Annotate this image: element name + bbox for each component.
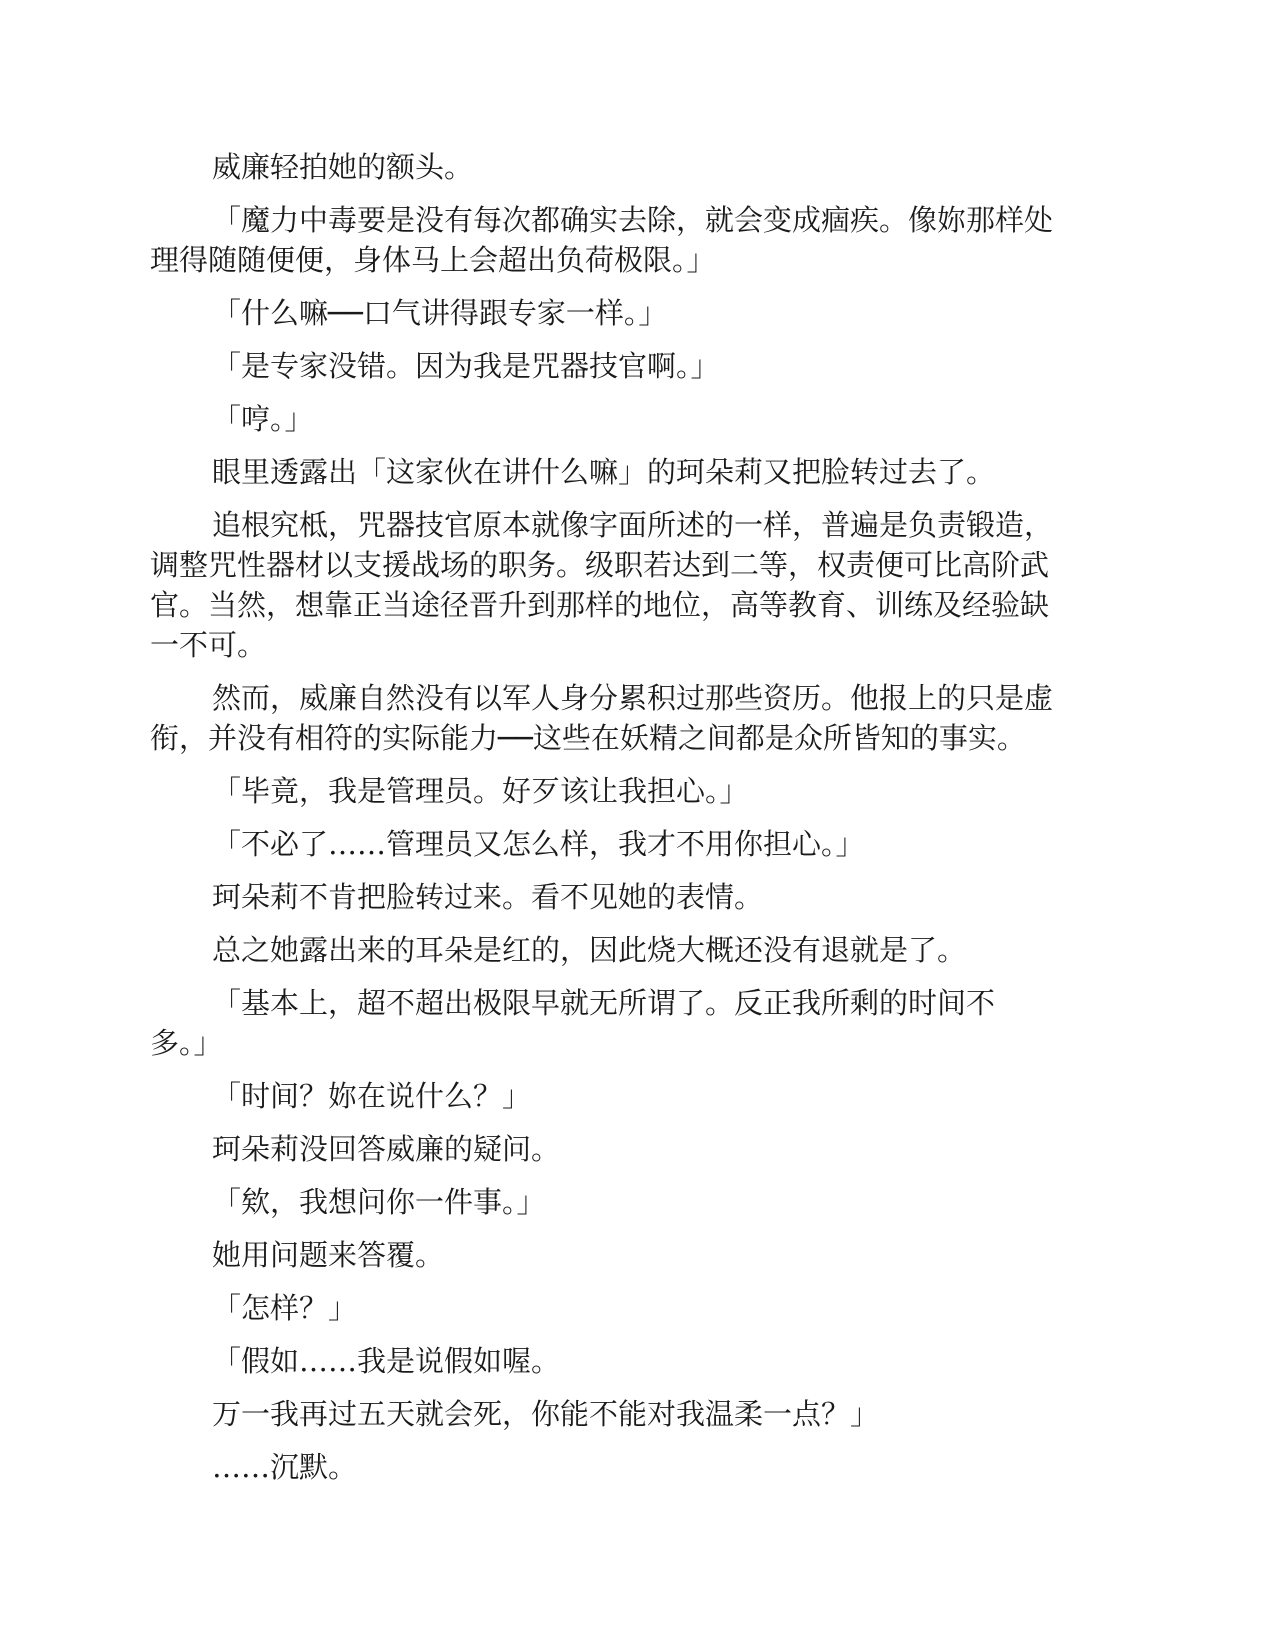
text-line: 「时间？妳在说什么？」 (212, 1079, 532, 1113)
text-line: 追根究柢，咒器技官原本就像字面所述的一样，普遍是负责锻造， (212, 508, 1054, 542)
text-line: 威廉轻拍她的额头。 (212, 150, 474, 184)
text-line: 珂朵莉不肯把脸转过来。看不见她的表情。 (212, 880, 764, 914)
text-line: 官。当然，想靠正当途径晋升到那样的地位，高等教育、训练及经验缺 (150, 588, 1050, 622)
text-line: 「哼。」 (212, 402, 314, 436)
paragraph (150, 346, 1125, 386)
text-line: 珂朵莉没回答威廉的疑问。 (212, 1132, 561, 1166)
paragraph (150, 399, 1125, 439)
text-line: 眼里透露出「这家伙在讲什么嘛」的珂朵莉又把脸转过去了。 (212, 455, 996, 489)
paragraph (150, 452, 1125, 492)
text-line: 衔，并没有相符的实际能力──这些在妖精之间都是众所皆知的事实。 (150, 721, 1026, 755)
paragraph (150, 1447, 1125, 1487)
paragraph (150, 930, 1125, 970)
text-line: 「假如……我是说假如喔。 (212, 1344, 561, 1378)
text-line: 「欸，我想问你一件事。」 (212, 1185, 546, 1219)
text-line: 「基本上，超不超出极限早就无所谓了。反正我所剩的时间不 (212, 986, 996, 1020)
text-line: 她用问题来答覆。 (212, 1238, 445, 1272)
paragraph (150, 678, 1125, 758)
text-line: 理得随随便便，身体马上会超出负荷极限。」 (150, 243, 716, 277)
text-line: 「魔力中毒要是没有每次都确实去除，就会变成痼疾。像妳那样处 (212, 203, 1054, 237)
paragraph (150, 505, 1125, 665)
paragraph (150, 1235, 1125, 1275)
text-line: 多。」 (150, 1026, 223, 1060)
text-line: 万一我再过五天就会死，你能不能对我温柔一点？」 (212, 1397, 880, 1431)
paragraph (150, 983, 1125, 1063)
paragraph (150, 771, 1125, 811)
paragraph (150, 1341, 1125, 1381)
paragraph (150, 1288, 1125, 1328)
text-line: 「怎样？」 (212, 1291, 358, 1325)
paragraph (150, 824, 1125, 864)
paragraph (150, 1394, 1125, 1434)
paragraph (150, 877, 1125, 917)
text-line: 「不必了……管理员又怎么样，我才不用你担心。」 (212, 827, 865, 861)
text-line: 调整咒性器材以支援战场的职务。级职若达到二等，权责便可比高阶武 (150, 548, 1050, 582)
text-line: 「什么嘛──口气讲得跟专家一样。」 (212, 296, 668, 330)
paragraph (150, 1076, 1125, 1116)
page-body (150, 147, 1125, 1500)
paragraph (150, 147, 1125, 187)
paragraph (150, 293, 1125, 333)
text-line: 一不可。 (150, 628, 267, 662)
paragraph (150, 1182, 1125, 1222)
text-line: 「是专家没错。因为我是咒器技官啊。」 (212, 349, 720, 383)
paragraph (150, 1129, 1125, 1169)
text-line: 然而，威廉自然没有以军人身分累积过那些资历。他报上的只是虚 (212, 681, 1054, 715)
text-line: ……沉默。 (212, 1450, 358, 1484)
paragraph (150, 200, 1125, 280)
text-line: 总之她露出来的耳朵是红的，因此烧大概还没有退就是了。 (212, 933, 967, 967)
text-line: 「毕竟，我是管理员。好歹该让我担心。」 (212, 774, 749, 808)
